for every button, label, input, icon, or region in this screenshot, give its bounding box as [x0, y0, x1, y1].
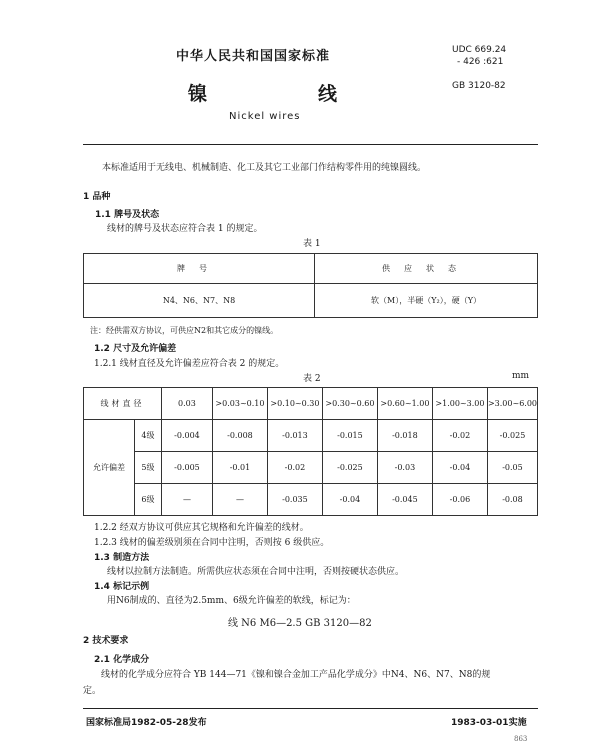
section-1-3-heading: 1.3 制造方法 [94, 553, 150, 563]
table2-cell: -0.004 [161, 420, 212, 452]
footer-divider [83, 708, 538, 709]
table2-col-header: >0.10~0.30 [267, 388, 322, 420]
section-1-1-text: 线材的牌号及状态应符合表 1 的规定。 [107, 224, 263, 234]
header-divider [83, 144, 538, 145]
section-2-1-text-line2: 定。 [83, 686, 102, 696]
title-cn-part1: 镍 [188, 83, 208, 105]
table2-cell: -0.02 [432, 420, 487, 452]
table1-header-state: 供应状态 [315, 254, 538, 284]
table2-col-header: >0.03~0.10 [212, 388, 267, 420]
table2-unit: mm [512, 371, 530, 381]
table2-cell: -0.08 [487, 484, 537, 516]
table1-cell-state: 软（M），半硬（Y₂），硬（Y） [315, 284, 538, 318]
table2-col-header: >1.00~3.00 [432, 388, 487, 420]
table1-cell-grade: N4、N6、N7、N8 [84, 284, 315, 318]
table2-caption: 表 2 [303, 374, 321, 384]
table1-caption: 表 1 [303, 239, 321, 249]
table2-cell: — [161, 484, 212, 516]
table2-cell: -0.025 [487, 420, 537, 452]
section-1-3-text: 线材以拉制方法制造。所需供应状态须在合同中注明，否则按硬状态供应。 [107, 567, 405, 577]
table2-cell: -0.03 [377, 452, 432, 484]
table2-cell: -0.025 [322, 452, 377, 484]
title-en: Nickel wires [229, 111, 301, 122]
gb-code: GB 3120-82 [452, 81, 506, 91]
table2-cell: -0.06 [432, 484, 487, 516]
udc-code-line2: - 426 :621 [457, 57, 504, 67]
section-1-4-text: 用N6制成的、直径为2.5mm、6级允许偏差的软线，标记为： [107, 596, 356, 606]
table2-grade-label: 5级 [134, 452, 161, 484]
table-2 [83, 387, 538, 516]
section-2-1-heading: 2.1 化学成分 [94, 655, 150, 665]
issued-date: 国家标准局1982-05-28发布 [86, 718, 207, 728]
table2-cell: -0.04 [322, 484, 377, 516]
table2-cell: -0.013 [267, 420, 322, 452]
table2-col-header: >0.30~0.60 [322, 388, 377, 420]
table2-cell: -0.015 [322, 420, 377, 452]
table2-col-header: >3.00~6.00 [487, 388, 537, 420]
marking-example: 线 N6 M6—2.5 GB 3120—82 [228, 618, 372, 629]
section-1-heading: 1 品种 [83, 192, 111, 202]
effective-date: 1983-03-01实施 [451, 718, 527, 728]
table2-cell: -0.02 [267, 452, 322, 484]
section-1-2-1-text: 1.2.1 线材直径及允许偏差应符合表 2 的规定。 [94, 359, 285, 369]
table2-diameter-label: 线材直径 [84, 388, 162, 420]
page-number: 863 [514, 735, 528, 743]
table2-cell: -0.01 [212, 452, 267, 484]
table1-header-grade: 牌号 [84, 254, 315, 284]
section-2-heading: 2 技术要求 [83, 636, 129, 646]
table2-cell: -0.05 [487, 452, 537, 484]
table2-cell: -0.018 [377, 420, 432, 452]
table2-cell: -0.008 [212, 420, 267, 452]
standard-org: 中华人民共和国国家标准 [176, 49, 331, 64]
section-1-2-2-text: 1.2.2 经双方协议可供应其它规格和允许偏差的线材。 [94, 523, 309, 533]
section-1-1-heading: 1.1 牌号及状态 [95, 210, 160, 220]
table2-grade-label: 6级 [134, 484, 161, 516]
table2-col-header: >0.60~1.00 [377, 388, 432, 420]
table2-cell: -0.04 [432, 452, 487, 484]
section-1-2-3-text: 1.2.3 线材的偏差级别须在合同中注明，否则按 6 级供应。 [94, 538, 330, 548]
table2-grade-label: 4级 [134, 420, 161, 452]
section-1-4-heading: 1.4 标记示例 [94, 582, 150, 592]
table2-col-header: 0.03 [161, 388, 212, 420]
table2-cell: — [212, 484, 267, 516]
table2-cell: -0.005 [161, 452, 212, 484]
table-1 [83, 253, 538, 318]
table1-note: 注：经供需双方协议，可供应N2和其它成分的镍线。 [90, 326, 279, 335]
table2-cell: -0.045 [377, 484, 432, 516]
title-cn-part2: 线 [318, 83, 338, 105]
section-2-1-text-line1: 线材的化学成分应符合 YB 144—71《镍和镍合金加工产品化学成分》中N4、N6、N7、N8的规 [101, 670, 491, 680]
intro-paragraph: 本标准适用于无线电、机械制造、化工及其它工业部门作结构零件用的纯镍圆线。 [102, 163, 427, 173]
section-1-2-heading: 1.2 尺寸及允许偏差 [94, 344, 177, 354]
table2-cell: -0.035 [267, 484, 322, 516]
table2-tolerance-label: 允许偏差 [84, 420, 135, 516]
udc-code-line1: UDC 669.24 [452, 45, 507, 55]
